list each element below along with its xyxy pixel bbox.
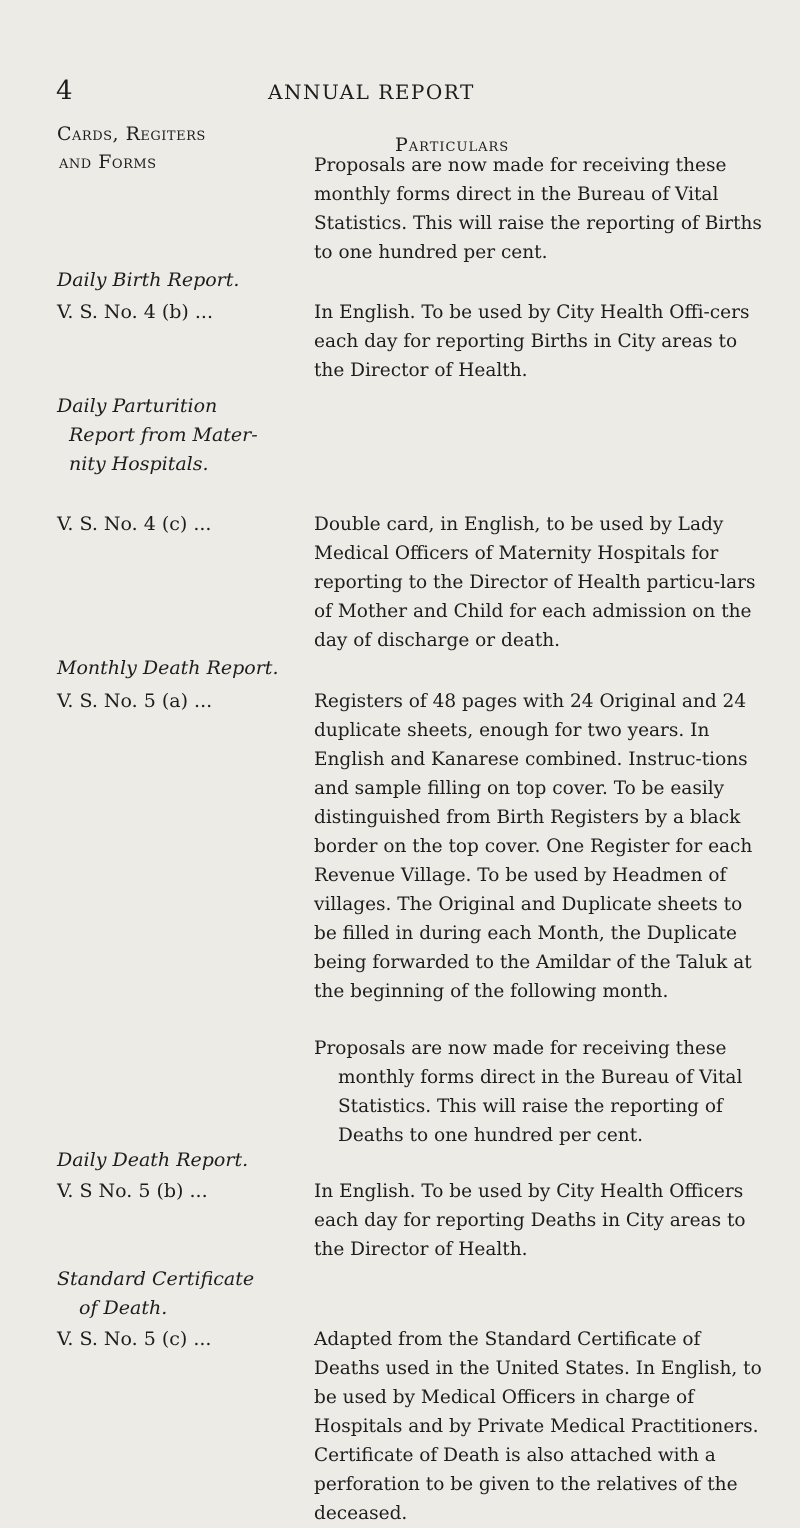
form-title-line: Report from Mater-: [69, 424, 258, 446]
form-title-line: Standard Certificate: [57, 1268, 255, 1290]
form-title: [57, 392, 258, 479]
entry-text: In English. To be used by City Health Officers each day for reporting Deaths in City areas to the Director of Health.: [314, 1181, 746, 1260]
entry-text: Proposals are now made for receiving these monthly forms direct in the Bureau of Vital Statistics. This will raise the reporting of Deaths to one hundred per cent.: [314, 1038, 743, 1146]
form-code: V. S. No. 5 (c) ...: [57, 1328, 212, 1350]
left-heading-line: and Forms: [59, 151, 157, 173]
form-title-line: Daily Parturition: [57, 395, 218, 417]
running-header: ANNUAL REPORT: [268, 80, 475, 104]
form-title: Daily Death Report.: [57, 1149, 249, 1171]
form-code: V. S No. 5 (b) ...: [57, 1180, 208, 1202]
entry-text: Adapted from the Standard Certificate of Deaths used in the United States. In English, to be used by Medical Officers in charge of Hospitals and by Private Medical Practitioners. Certificate of Death is also attached with a perforation to be given to the relatives of the deceased.: [314, 1329, 762, 1524]
page-number: 4: [56, 76, 73, 106]
left-heading-line: Cards, Regiters: [57, 123, 206, 145]
particulars-heading: Particulars: [395, 134, 510, 156]
left-column-heading: [57, 120, 206, 176]
entry-text: In English. To be used by City Health Offi-cers each day for reporting Births in City areas to the Director of Health.: [314, 302, 750, 381]
entry-text: Proposals are now made for receiving these monthly forms direct in the Bureau of Vital Statistics. This will raise the reporting of Births to one hundred per cent.: [314, 155, 762, 263]
form-title: Daily Birth Report.: [57, 269, 240, 291]
form-code: V. S. No. 5 (a) ...: [57, 690, 213, 712]
form-title-line: of Death.: [79, 1297, 168, 1319]
form-title: [57, 1265, 254, 1323]
form-code: V. S. No. 4 (c) ...: [57, 513, 212, 535]
entry-text: Registers of 48 pages with 24 Original and 24 duplicate sheets, enough for two years. In English and Kanarese combined. Instruc-tions and sample filling on top cover. To be easily distinguished from Birth Registers by a black border on the top cover. One Register for each Revenue Village. To be used by Headmen of villages. The Original and Duplicate sheets to be filled in during each Month, the Duplicate being forwarded to the Amildar of the Taluk at the beginning of the following month.: [314, 691, 753, 1002]
form-code: V. S. No. 4 (b) ...: [57, 301, 213, 323]
form-title: Monthly Death Report.: [57, 657, 279, 679]
entry-text: Double card, in English, to be used by Lady Medical Officers of Maternity Hospitals for reporting to the Director of Health particu-lars of Mother and Child for each admission on the day of discharge or death.: [314, 514, 756, 651]
form-title-line: nity Hospitals.: [69, 453, 209, 475]
